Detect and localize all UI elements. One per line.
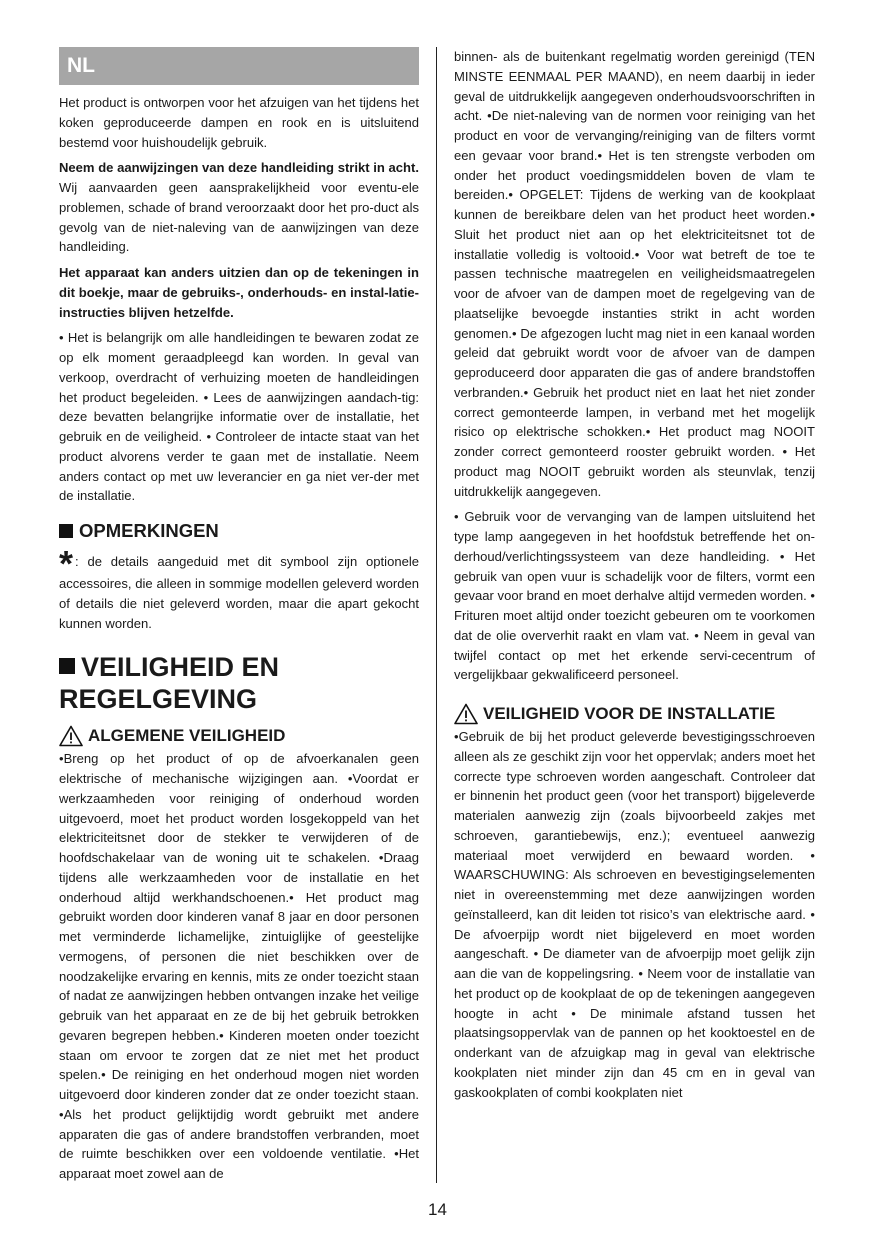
column-divider bbox=[436, 47, 437, 1183]
intro-paragraph-1: Het product is ontworpen voor het afzuigen van het tijdens het koken geproduceerde dampen en rook en is uitsluitend bestemd voor huishoudelijk gebruik. bbox=[59, 95, 419, 150]
square-bullet-icon bbox=[59, 658, 75, 674]
left-column bbox=[59, 47, 419, 1190]
intro-paragraph-4: • Het is belangrijk om alle handleidingen te bewaren zodat ze op elk moment geraadpleegd kan worden. In geval van verkoop, overdracht of verhuizing moeten de handleidingen het product begeleiden. • Lees de aanwijzingen aandach-tig: deze bevatten belangrijke informatie over de installatie, het gebruik en de veiligheid. • Controleer de intacte staat van het product alvorens verder te gaan met de installatie. Neem anders contact op met uw leverancier en ga niet ver-der met de installatie. bbox=[59, 330, 419, 504]
installation-safety-heading-text: VEILIGHEID VOOR DE INSTALLATIE bbox=[483, 704, 776, 723]
general-safety-text-continued: binnen- als de buitenkant regelmatig worden gereinigd (TEN MINSTE EENMAAL PER MAAND), en neem daarbij in ieder geval de uitdrukkelijk aangegeven onderhoudsvoorschriften in acht. •De niet-naleving van de normen voor reiniging van het product en voor de vervanging/reiniging van de filters vormt een gevaar voor brand.• Het is ten strengste verboden om onder het product voedingsmiddelen boven de vlam te bereiden.• OPGELET: Tijdens de werking van de kookplaat kunnen de bereikbare delen van het product heet worden.• Sluit het product niet aan op het elektriciteitsnet tot de installatie volledig is voltooid.• Voor wat betreft de toe te passen technische maatregelen en veiligheidsmaatregelen voor de afvoer van de dampen moet de regelgeving van de plaatselijke bevoegde instanties strikt in acht worden genomen.• De afgezogen lucht mag niet in een kanaal worden geleid dat gebruikt wordt voor de afvoer van de dampen geproduceerd door apparaten die gas of andere brandstoffen verbranden.• Gebruik het product niet en laat het niet zonder correct gemonteerde lampen, in verband met het mogelijk risico op elektrische schokken.• Het product mag NOOIT zonder correct gemonteerd rooster gebruikt worden. • Het product mag NOOIT gebruikt worden als steunvlak, tenzij uitdrukkelijk aangegeven. bbox=[454, 49, 815, 499]
square-bullet-icon bbox=[59, 524, 73, 538]
right-column bbox=[454, 47, 815, 1108]
intro-paragraph-2-rest: Wij aanvaarden geen aansprakelijkheid voor eventu-ele problemen, schade of brand veroorzaakt door het pro-duct als gevolg van de niet-naleving van de aanwijzingen van deze handleiding. bbox=[59, 180, 419, 255]
general-safety-heading bbox=[59, 725, 419, 747]
intro-paragraph-2-bold: Neem de aanwijzingen van deze handleiding strikt in acht. bbox=[59, 160, 419, 176]
intro-paragraph-3: Het apparaat kan anders uitzien dan op de tekeningen in dit boekje, maar de gebruiks-, onderhouds- en instal-latie-instructies blijven hetzelfde. bbox=[59, 265, 419, 320]
intro-paragraph-2 bbox=[59, 158, 419, 257]
general-safety-lamps-text: • Gebruik voor de vervanging van de lampen uitsluitend het type lamp aangegeven in het hoofdstuk betreffende het on-derhoud/verlichtingssysteem van deze handleiding. • Het gebruik van open vuur is schadelijk voor de filters, vormt een gevaar voor brand en moet derhalve altijd vermeden worden. • Frituren moet altijd onder toezicht gebeuren om te voorkomen dat de olie oververhit raakt en vlam vat. • Neem in geval van twijfel contact op met het erkende servi-cecentrum of vergelijkbaar gekwalificeerd personeel. bbox=[454, 509, 815, 683]
safety-heading-line1: VEILIGHEID EN bbox=[81, 652, 280, 683]
safety-heading bbox=[59, 651, 419, 715]
installation-safety-text: •Gebruik de bij het product geleverde bevestigingsschroeven alleen als ze geschikt zijn voor het oppervlak; anders moet het correcte type schroeven worden aangeschaft. Controleer dat er binnenin het product geen (voor het transport) bijgeleverde materialen aanwezig zijn (zoals bijvoorbeeld zakjes met schroeven, garantiebewijs, enz.); eventueel aanwezig materiaal moet verwijderd en bewaard worden. • WAARSCHUWING: Als schroeven en bevestigingselementen niet in overeenstemming met deze aanwijzingen worden geïnstalleerd, kan dit leiden tot risico’s van elektrische aard. • De afvoerpijp wordt niet bijgeleverd en moet worden aangeschaft. • De diameter van de afvoerpijp moet gelijk zijn aan die van de koppelingsring. • Neem voor de installatie van het product op de kookplaat de op de tekeningen aangegeven hoogte in acht • De minimale afstand tussen het plaatsingsoppervlak van de pannen op het kooktoestel en de onderkant van de afzuigkap mag in geval van elektrische kookplaten niet minder zijn dan 45 cm en in geval van gaskookplaten of combi kookplaten niet bbox=[454, 729, 815, 1100]
installation-safety-heading bbox=[454, 703, 815, 725]
warning-triangle-icon bbox=[59, 725, 83, 747]
remarks-heading bbox=[59, 520, 419, 542]
safety-heading-line2: REGELGEVING bbox=[59, 684, 258, 715]
remarks-heading-text: OPMERKINGEN bbox=[79, 520, 219, 541]
general-safety-heading-text: ALGEMENE VEILIGHEID bbox=[88, 726, 286, 746]
remarks-paragraph bbox=[59, 543, 419, 633]
asterisk-icon: * bbox=[59, 543, 74, 584]
language-tag: NL bbox=[59, 47, 419, 85]
page-number: 14 bbox=[428, 1200, 447, 1219]
general-safety-text: •Breng op het product of op de afvoerkanalen geen elektrische of mechanische wijzigingen aan. •Voordat er werkzaamheden voor reiniging of onderhoud worden uitgevoerd, moet het product worden losgekoppeld van het elektriciteitsnet door de stekker te verwijderen of de hoofdschakelaar van de woning uit te schakelen. •Draag tijdens alle werkzaamheden voor de installatie en het onderhoud altijd werkhandschoenen.• Het product mag gebruikt worden door kinderen vanaf 8 jaar en door personen met verminderde lichamelijke, zintuiglijke of geestelijke vermogens, of personen die niet beschikken over de noodzakelijke ervaring en kennis, mits ze onder toezicht staan of nadat ze aanwijzingen hebben ontvangen inzake het veilige gebruik van het apparaat en ze de bij het gebruik betrokken gevaren begrepen hebben.• Kinderen moeten onder toezicht staan om ervoor te zorgen dat ze niet met het product spelen.• De reiniging en het onderhoud mogen niet worden uitgevoerd door kinderen zonder dat ze onder toezicht staan. •Als het product gelijktijdig wordt gebruikt met andere apparaten die gas of andere brandstoffen verbranden, moet de ruimte beschikken over een voldoende ventilatie. •Het apparaat moet zowel aan de bbox=[59, 751, 419, 1181]
warning-triangle-icon bbox=[454, 703, 478, 725]
remarks-text: : de details aangeduid met dit symbool zijn optionele accessoires, die alleen in sommige modellen geleverd worden of details die niet geleverd worden, maar die apart gekocht kunnen worden. bbox=[59, 554, 419, 631]
